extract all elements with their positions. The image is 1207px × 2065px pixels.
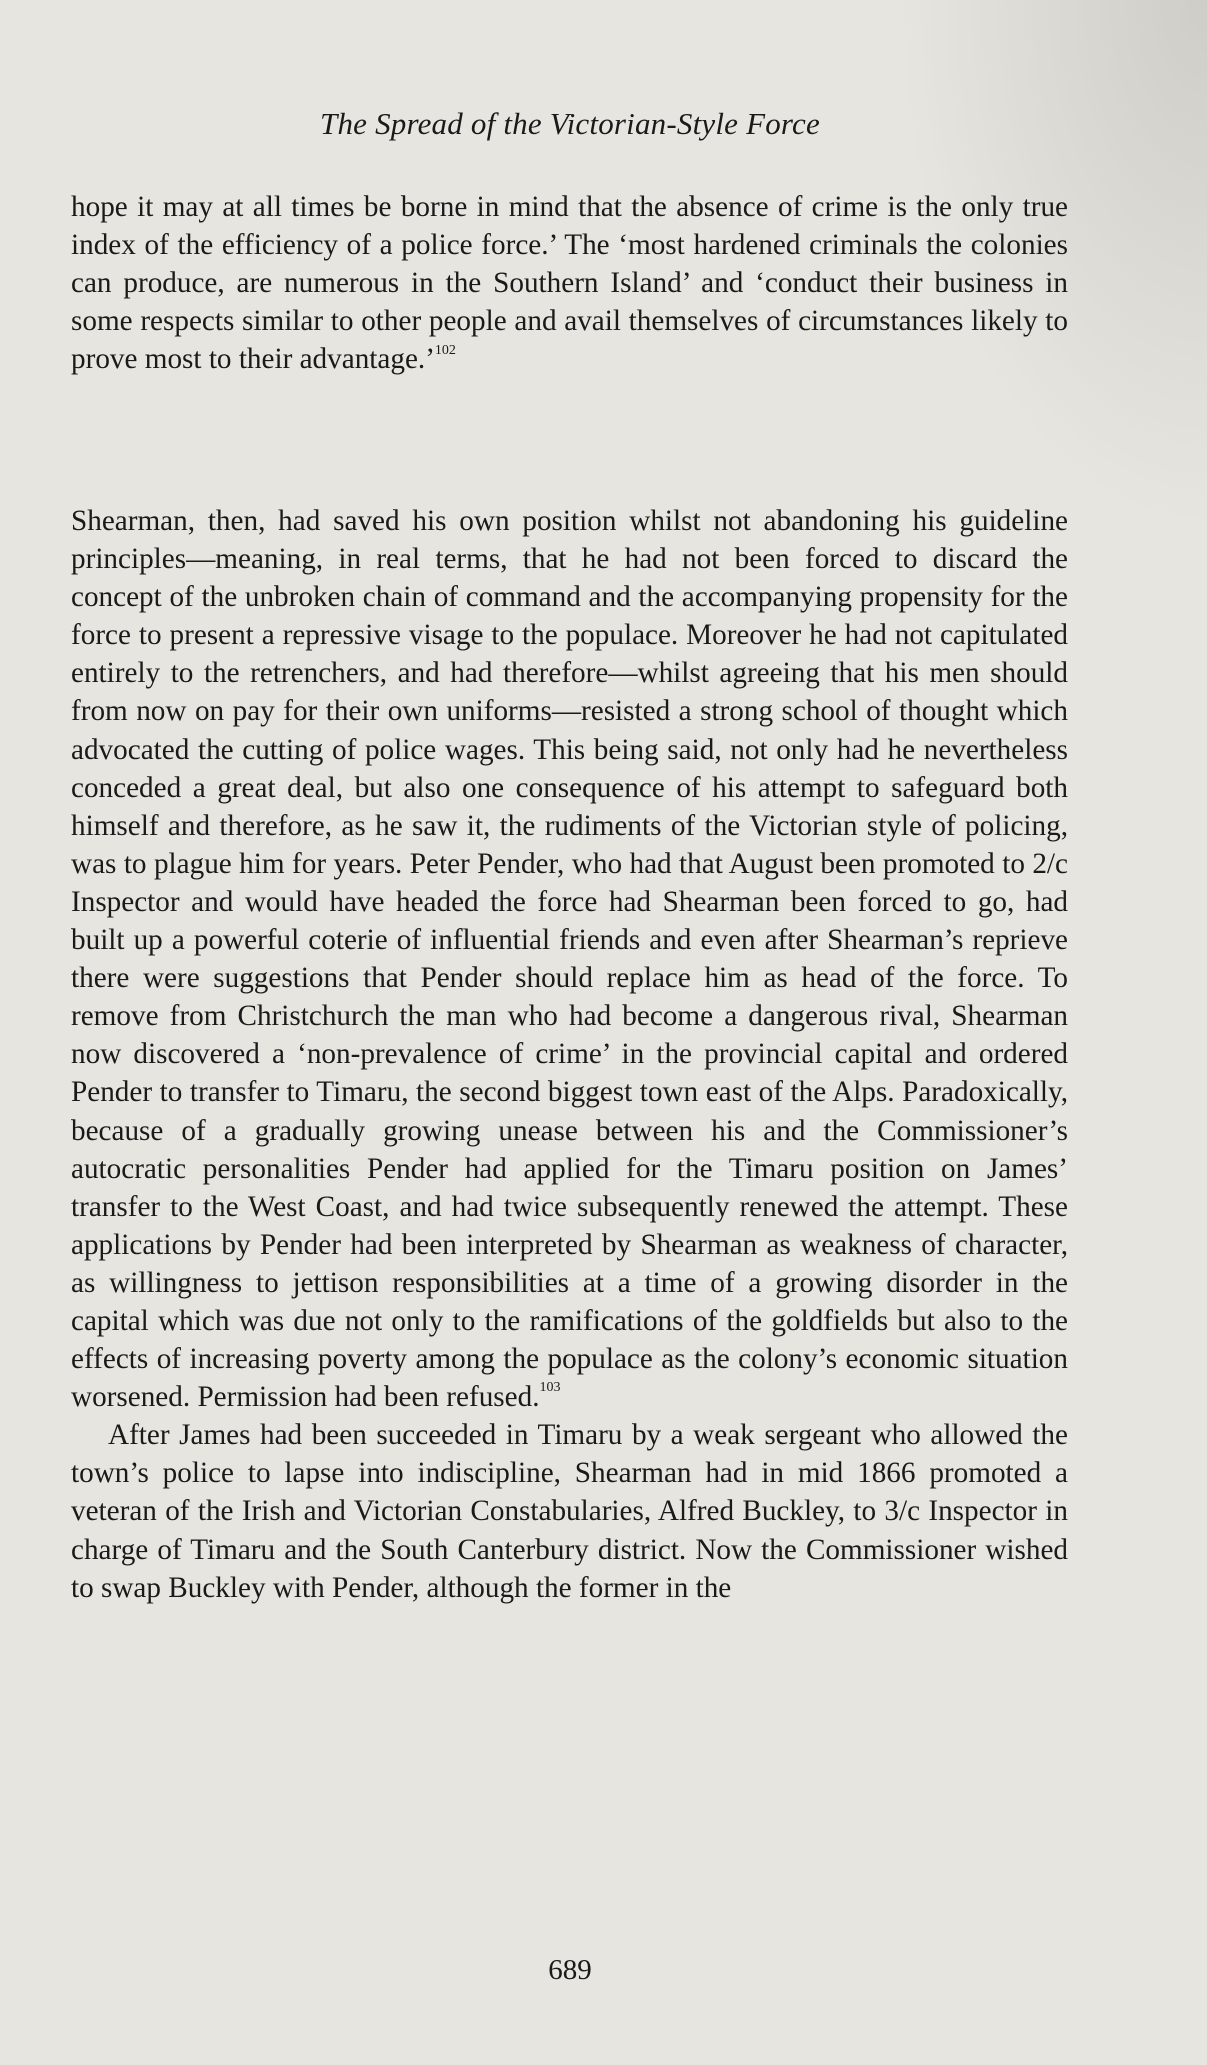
paragraph-text: After James had been succeeded in Timaru by a weak sergeant who allowed the town’s police to lapse into indiscipline, Shearman had in mid 1866 promoted a veteran of the Irish and Victorian Constabularies, Alfred Buckley, to 3/c Inspector in charge of Timaru and the South Canterbury district. Now the Commissioner wished to swap Buckley with Pender, although the former in the xyxy=(71,1419,1068,1604)
footnote-ref: 102 xyxy=(434,342,456,358)
paragraph-text: Shearman, then, had saved his own position whilst not abandoning his guideline principles—meaning, in real terms, that he had not been forced to discard the concept of the unbroken chain of command and the accompanying propensity for the force to present a repressive visage to the populace. Moreover he had not capitulated entirely to the retrenchers, and had therefore—whilst agreeing that his men should from now on pay for their own uniforms—resisted a strong school of thought which advocated the cutting of police wages. This being said, not only had he nevertheless conceded a great deal, but also one consequence of his attempt to safeguard both himself and therefore, as he saw it, the rudiments of the Victorian style of policing, was to plague him for years. Peter Pender, who had that August been promoted to 2/c Inspector and would have headed the force had Shearman been forced to go, had built up a powerful coterie of influential friends and even after Shearman’s reprieve there were suggestions that Pender should replace him as head of the force. To remove from Christchurch the man who had become a dangerous rival, Shearman now discovered a ‘non-prevalence of crime’ in the provincial capital and ordered Pender to transfer to Timaru, the second biggest town east of the Alps. Paradoxically, because of a gradually growing unease between his and the Commissioner’s autocratic personalities Pender had applied for the Timaru position on James’ transfer to the West Coast, and had twice subsequently renewed the attempt. These applications by Pender had been interpreted by Shearman as weakness of character, as willingness to jettison responsibilities at a time of a growing disorder in the capital which was due not only to the ramifications of the goldfields but also to the effects of increasing poverty among the populace as the colony’s economic situation worsened. Permission had been refused. xyxy=(71,505,1068,1414)
paragraph-james-timaru xyxy=(71,1416,1068,1606)
text-block-top xyxy=(71,188,1068,378)
running-head: The Spread of the Victorian-Style Force xyxy=(320,106,820,141)
text-block-main xyxy=(71,502,1068,1607)
footnote-ref: 103 xyxy=(539,1380,561,1396)
paragraph-quote-continuation xyxy=(71,188,1068,378)
paragraph-shearman xyxy=(71,502,1068,1416)
paragraph-text: hope it may at all times be borne in mind that the absence of crime is the only true index of the efficiency of a police force.’ The ‘most hardened criminals the colonies can produce, are numerous in the Southern Island’ and ‘conduct their business in some respects similar to other people and avail themselves of circumstances likely to prove most to their advantage.’ xyxy=(71,191,1068,376)
page-number: 689 xyxy=(548,1954,592,1986)
